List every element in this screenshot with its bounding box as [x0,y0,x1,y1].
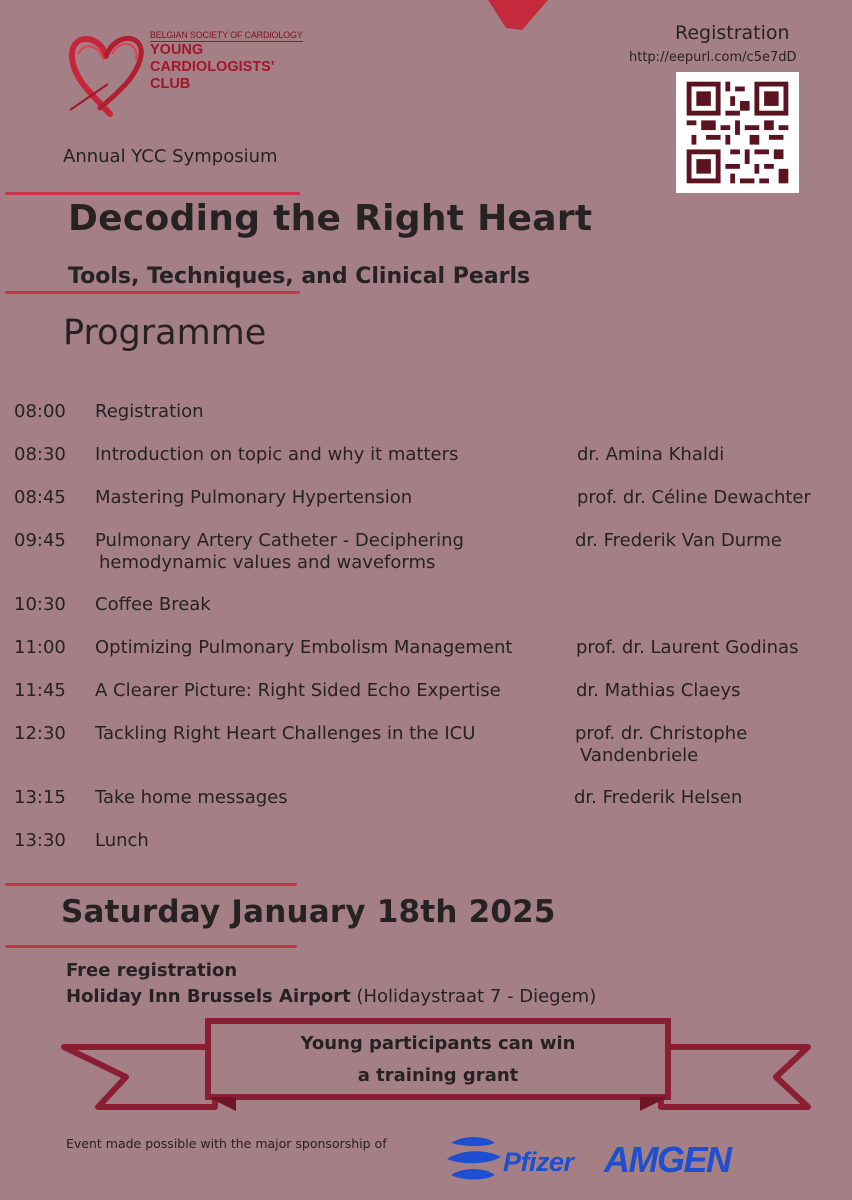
club-name-line3: CLUB [150,76,191,92]
programme-heading: Programme [63,313,267,353]
registration-title: Registration [675,22,790,44]
session-topic: A Clearer Picture: Right Sided Echo Expertise [95,680,501,701]
club-name-line1: YOUNG [150,42,204,58]
session-speaker-line2: Vandenbriele [580,745,699,766]
event-title: Decoding the Right Heart [68,198,593,239]
venue-address: (Holidaystraat 7 - Diegem) [350,986,597,1007]
session-speaker: dr. Amina Khaldi [577,444,725,465]
session-speaker: dr. Frederik Van Durme [575,530,782,551]
session-time: 08:00 [14,401,66,422]
session-topic: Tackling Right Heart Challenges in the ICU [95,723,476,744]
event-series: Annual YCC Symposium [63,146,278,167]
session-speaker: dr. Mathias Claeys [576,680,741,701]
session-time: 13:30 [14,830,66,851]
session-time: 08:45 [14,487,66,508]
divider-line [5,192,300,195]
session-speaker: prof. dr. Christophe [575,723,748,744]
session-time: 08:30 [14,444,66,465]
session-topic: Introduction on topic and why it matters [95,444,459,465]
decorative-red-shape [470,0,580,32]
sponsor-amgen: AMGEN [604,1139,731,1180]
session-time: 11:00 [14,637,66,658]
session-time: 09:45 [14,530,66,551]
session-topic: Take home messages [95,787,288,808]
venue-name: Holiday Inn Brussels Airport [66,986,351,1007]
grant-message [215,1028,661,1092]
pfizer-logo-icon [445,1133,503,1189]
divider-line [5,291,300,294]
session-time: 10:30 [14,594,66,615]
session-speaker: prof. dr. Céline Dewachter [577,487,811,508]
event-subtitle: Tools, Techniques, and Clinical Pearls [68,264,531,289]
sponsorship-text: Event made possible with the major sponsorship of [66,1136,387,1151]
qr-code-icon [676,72,799,193]
session-topic-line2: hemodynamic values and waveforms [99,552,436,573]
session-topic: Coffee Break [95,594,211,615]
registration-url[interactable]: http://eepurl.com/c5e7dD [629,50,797,65]
session-topic: Optimizing Pulmonary Embolism Management [95,637,513,658]
venue [66,986,596,1007]
session-topic: Lunch [95,830,149,851]
registration-qr-code[interactable] [676,72,799,193]
session-topic: Pulmonary Artery Catheter - Deciphering [95,530,464,551]
session-speaker: prof. dr. Laurent Godinas [576,637,799,658]
grant-line1: Young participants can win [300,1033,576,1054]
grant-line2: a training grant [357,1065,519,1086]
divider-line [5,883,297,886]
session-time: 11:45 [14,680,66,701]
session-speaker: dr. Frederik Helsen [574,787,743,808]
session-topic: Registration [95,401,204,422]
society-name: BELGIAN SOCIETY OF CARDIOLOGY [150,30,303,40]
event-date: Saturday January 18th 2025 [61,894,556,930]
free-registration: Free registration [66,960,238,981]
session-time: 13:15 [14,787,66,808]
heart-logo-icon [60,24,152,118]
club-name-line2: CARDIOLOGISTS' [150,59,275,75]
divider-line [5,945,297,948]
club-logo-text [150,30,303,93]
session-topic: Mastering Pulmonary Hypertension [95,487,413,508]
session-time: 12:30 [14,723,66,744]
sponsor-pfizer: Pfizer [503,1147,574,1177]
